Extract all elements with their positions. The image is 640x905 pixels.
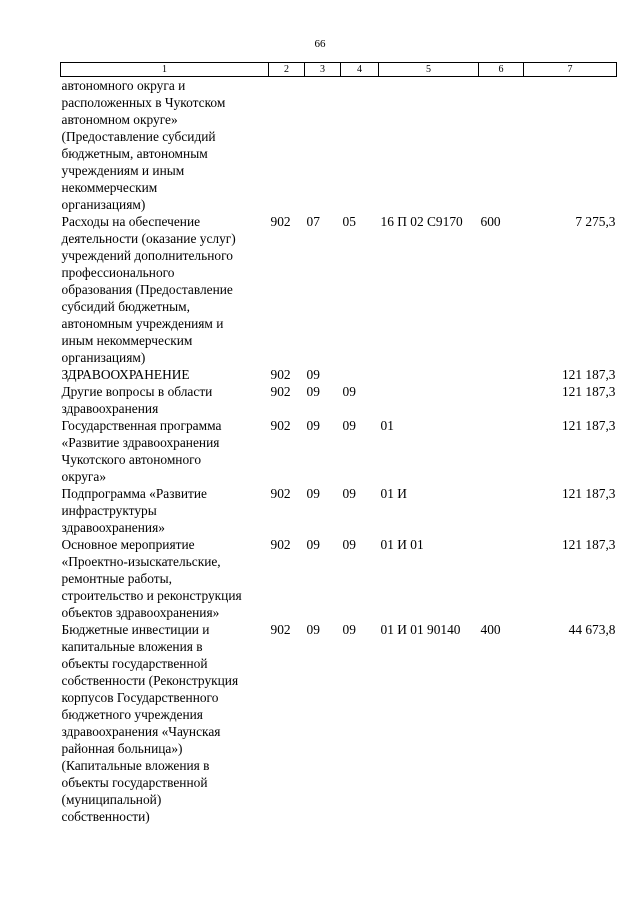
description-line: (Предоставление субсидий [61, 129, 216, 144]
description-line: строительство и реконструкция [61, 588, 242, 603]
description-line: (Капитальные вложения в [61, 758, 210, 773]
description-line: учреждениям и иным [61, 163, 185, 178]
table-row [61, 417, 617, 485]
description-line: округа» [61, 469, 107, 484]
ministry-code: 902 [270, 418, 291, 433]
column-header: 4 [341, 63, 379, 77]
description-line: собственности) [61, 809, 150, 824]
table-header [61, 63, 617, 77]
description-line: инфраструктуры [61, 503, 157, 518]
description-line: здравоохранения [61, 401, 159, 416]
ministry-code: 902 [270, 214, 291, 229]
description-line: корпусов Государственного [61, 690, 219, 705]
amount-value: 121 187,3 [561, 486, 616, 501]
amount-value: 44 673,8 [568, 622, 616, 637]
description-line: объекты государственной [61, 656, 208, 671]
section-code: 09 [306, 537, 320, 552]
table-row [61, 621, 617, 825]
description-line: автономном округе» [61, 112, 178, 127]
description-line: Другие вопросы в области [61, 384, 213, 399]
column-header: 1 [61, 63, 269, 77]
description-line: учреждений дополнительного [61, 248, 233, 263]
row-description [61, 77, 269, 214]
row-description [61, 383, 269, 417]
description-line: организациям) [61, 350, 146, 365]
amount-value: 7 275,3 [575, 214, 616, 229]
description-line: здравоохранения» [61, 520, 165, 535]
row-description [61, 621, 269, 825]
budget-table [60, 62, 617, 825]
row-description [61, 213, 269, 366]
description-line: ремонтные работы, [61, 571, 172, 586]
description-line: ЗДРАВООХРАНЕНИЕ [61, 367, 190, 382]
column-header: 5 [379, 63, 479, 77]
section-code: 07 [306, 214, 320, 229]
expense-type-code: 400 [480, 622, 501, 637]
table-body [61, 77, 617, 826]
amount-value: 121 187,3 [561, 384, 616, 399]
target-article-code [379, 77, 479, 214]
section-code: 09 [306, 418, 320, 433]
ministry-code: 902 [270, 486, 291, 501]
expense-type-code [479, 366, 524, 383]
subsection-code: 09 [342, 537, 356, 552]
amount-value: 121 187,3 [561, 367, 616, 382]
description-line: образования (Предоставление [61, 282, 233, 297]
subsection-code [341, 366, 379, 383]
column-header: 7 [524, 63, 617, 77]
description-line: капитальные вложения в [61, 639, 203, 654]
expense-type-code [479, 536, 524, 621]
description-line: расположенных в Чукотском [61, 95, 226, 110]
target-article-code [379, 366, 479, 383]
ministry-code: 902 [270, 384, 291, 399]
section-code [305, 77, 341, 214]
amount-value: 121 187,3 [561, 537, 616, 552]
ministry-code: 902 [270, 622, 291, 637]
subsection-code [341, 77, 379, 214]
amount-value: 121 187,3 [561, 418, 616, 433]
subsection-code: 09 [342, 622, 356, 637]
description-line: районная больница») [61, 741, 183, 756]
column-header: 2 [269, 63, 305, 77]
section-code: 09 [306, 486, 320, 501]
description-line: бюджетного учреждения [61, 707, 203, 722]
table-row [61, 366, 617, 383]
table-row [61, 77, 617, 214]
target-article-code: 01 [380, 418, 394, 433]
subsection-code: 09 [342, 384, 356, 399]
column-header: 6 [479, 63, 524, 77]
table-row [61, 383, 617, 417]
description-line: деятельности (оказание услуг) [61, 231, 236, 246]
description-line: некоммерческим [61, 180, 158, 195]
subsection-code: 05 [342, 214, 356, 229]
description-line: иным некоммерческим [61, 333, 193, 348]
target-article-code: 01 И [380, 486, 407, 501]
description-line: «Развитие здравоохранения [61, 435, 220, 450]
target-article-code: 16 П 02 С9170 [380, 214, 463, 229]
expense-type-code [479, 417, 524, 485]
row-description [61, 485, 269, 536]
row-description [61, 417, 269, 485]
expense-type-code [479, 485, 524, 536]
row-description [61, 366, 269, 383]
description-line: Чукотского автономного [61, 452, 202, 467]
description-line: Основное мероприятие [61, 537, 195, 552]
expense-type-code [479, 77, 524, 214]
expense-type-code: 600 [480, 214, 501, 229]
description-line: профессионального [61, 265, 175, 280]
description-line: «Проектно-изыскательские, [61, 554, 221, 569]
description-line: здравоохранения «Чаунская [61, 724, 221, 739]
target-article-code: 01 И 01 90140 [380, 622, 461, 637]
description-line: объектов здравоохранения» [61, 605, 220, 620]
subsection-code: 09 [342, 418, 356, 433]
expense-type-code [479, 383, 524, 417]
description-line: автономным учреждениям и [61, 316, 224, 331]
description-line: бюджетным, автономным [61, 146, 208, 161]
column-header: 3 [305, 63, 341, 77]
table-row [61, 213, 617, 366]
table-row [61, 536, 617, 621]
ministry-code: 902 [270, 367, 291, 382]
target-article-code [379, 383, 479, 417]
description-line: собственности (Реконструкция [61, 673, 239, 688]
description-line: Бюджетные инвестиции и [61, 622, 210, 637]
section-code: 09 [306, 367, 320, 382]
page-number: 66 [314, 38, 326, 50]
table-row [61, 485, 617, 536]
description-line: организациям) [61, 197, 146, 212]
target-article-code: 01 И 01 [380, 537, 424, 552]
ministry-code: 902 [270, 537, 291, 552]
description-line: Подпрограмма «Развитие [61, 486, 207, 501]
description-line: Государственная программа [61, 418, 222, 433]
ministry-code [269, 77, 305, 214]
description-line: объекты государственной [61, 775, 208, 790]
section-code: 09 [306, 384, 320, 399]
description-line: субсидий бюджетным, [61, 299, 191, 314]
section-code: 09 [306, 622, 320, 637]
row-description [61, 536, 269, 621]
description-line: (муниципальной) [61, 792, 162, 807]
description-line: автономного округа и [61, 78, 186, 93]
description-line: Расходы на обеспечение [61, 214, 201, 229]
amount-value [524, 77, 617, 214]
subsection-code: 09 [342, 486, 356, 501]
